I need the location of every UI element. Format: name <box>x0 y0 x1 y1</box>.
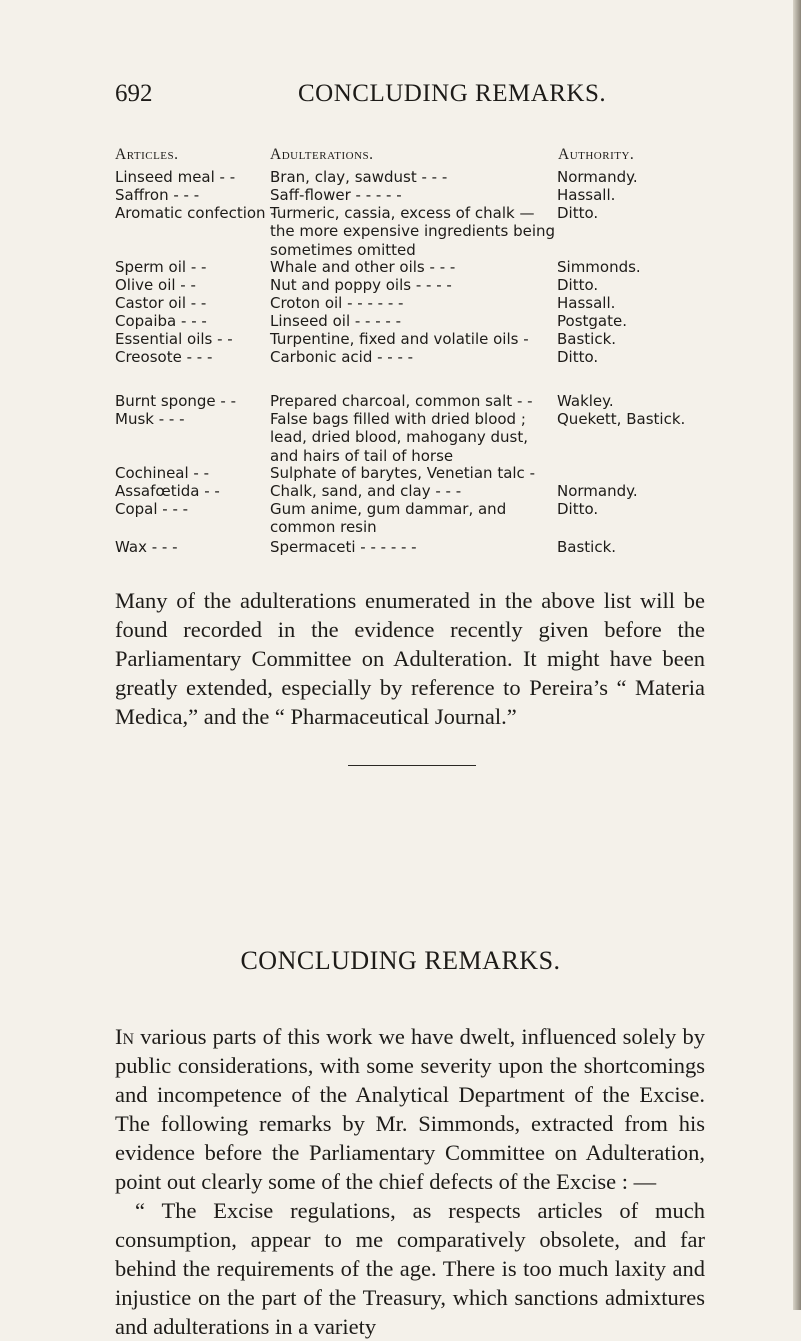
dropcap-word: In <box>115 1024 135 1049</box>
article-cell: Assafœtida - - <box>115 482 220 500</box>
page-edge <box>793 0 801 1310</box>
authority-cell: Ditto. <box>557 500 599 518</box>
article-cell: Burnt sponge - - <box>115 392 236 410</box>
adulteration-cell: Sulphate of barytes, Venetian talc - <box>270 464 535 482</box>
authority-cell: Ditto. <box>557 204 599 222</box>
article-cell: Aromatic confection - <box>115 204 276 222</box>
column-header-adulterations: Adulterations. <box>270 146 374 163</box>
article-cell: Linseed meal - - <box>115 168 236 186</box>
adulteration-cell: Whale and other oils - - - <box>270 258 456 276</box>
section-divider <box>348 765 476 766</box>
article-cell: Sperm oil - - <box>115 258 207 276</box>
running-head: CONCLUDING REMARKS. <box>298 80 607 107</box>
page-number: 692 <box>115 80 153 107</box>
authority-cell: Simmonds. <box>557 258 641 276</box>
authority-cell: Hassall. <box>557 186 616 204</box>
adulteration-cell: Croton oil - - - - - - <box>270 294 404 312</box>
article-cell: Creosote - - - <box>115 348 213 366</box>
adulteration-cell: False bags filled with dried blood ; lead, dried blood, mahogany dust, and hairs of tail of horse <box>270 410 528 465</box>
adulteration-cell: Turmeric, cassia, excess of chalk — the more expensive ingredients being sometimes omitted <box>270 204 556 259</box>
authority-cell: Wakley. <box>557 392 614 410</box>
paragraph-adulteration-list: Many of the adulterations enumerated in the above list will be found recorded in the evidence recently given before the Parliamentary Committee on Adulteration. It might have been greatly extended, especially by reference to Pereira’s “ Materia Medica,” and the “ Pharmaceutical Journal.” <box>115 588 705 729</box>
article-cell: Saffron - - - <box>115 186 200 204</box>
column-header-authority: Authority. <box>558 146 635 163</box>
adulteration-cell: Chalk, sand, and clay - - - <box>270 482 462 500</box>
adulteration-cell: Nut and poppy oils - - - - <box>270 276 452 294</box>
article-cell: Castor oil - - <box>115 294 207 312</box>
adulteration-cell: Spermaceti - - - - - - <box>270 538 417 556</box>
article-cell: Copaiba - - - <box>115 312 207 330</box>
paragraph-excise-criticism <box>115 1022 705 1196</box>
authority-cell: Postgate. <box>557 312 627 330</box>
adulteration-cell: Carbonic acid - - - - <box>270 348 414 366</box>
section-heading: CONCLUDING REMARKS. <box>240 946 561 975</box>
article-cell: Olive oil - - <box>115 276 196 294</box>
authority-cell: Quekett, Bastick. <box>557 410 686 428</box>
authority-cell: Normandy. <box>557 168 638 186</box>
paragraph-simmonds-quote: “ The Excise regulations, as respects articles of much consumption, appear to me comparatively obsolete, and far behind the requirements of the age. There is too much laxity and injustice on the part of the Treasury, which sanctions admixtures and adulterations in a variety <box>115 1198 705 1339</box>
article-cell: Essential oils - - <box>115 330 233 348</box>
authority-cell: Ditto. <box>557 276 599 294</box>
adulteration-cell: Bran, clay, sawdust - - - <box>270 168 448 186</box>
authority-cell: Hassall. <box>557 294 616 312</box>
authority-cell: Normandy. <box>557 482 638 500</box>
article-cell: Musk - - - <box>115 410 185 428</box>
adulteration-cell: Gum anime, gum dammar, and common resin <box>270 500 507 537</box>
article-cell: Cochineal - - <box>115 464 210 482</box>
adulteration-cell: Turpentine, fixed and volatile oils - <box>270 330 529 348</box>
page-header <box>115 80 690 110</box>
authority-cell: Ditto. <box>557 348 599 366</box>
article-cell: Wax - - - <box>115 538 178 556</box>
authority-cell: Bastick. <box>557 538 617 556</box>
adulteration-cell: Saff-flower - - - - - <box>270 186 402 204</box>
article-cell: Copal - - - <box>115 500 189 518</box>
column-header-articles: Articles. <box>115 146 179 163</box>
authority-cell: Bastick. <box>557 330 617 348</box>
adulteration-cell: Prepared charcoal, common salt - - <box>270 392 533 410</box>
paragraph-body: various parts of this work we have dwelt, influenced solely by public considerations, with some severity upon the shortcomings and incompetence of the Analytical Department of the Excise. The following remarks by Mr. Simmonds, extracted from his evidence before the Parliamentary Committee on Adulteration, point out clearly some of the chief defects of the Excise : — <box>115 1024 705 1194</box>
adulteration-cell: Linseed oil - - - - - <box>270 312 402 330</box>
